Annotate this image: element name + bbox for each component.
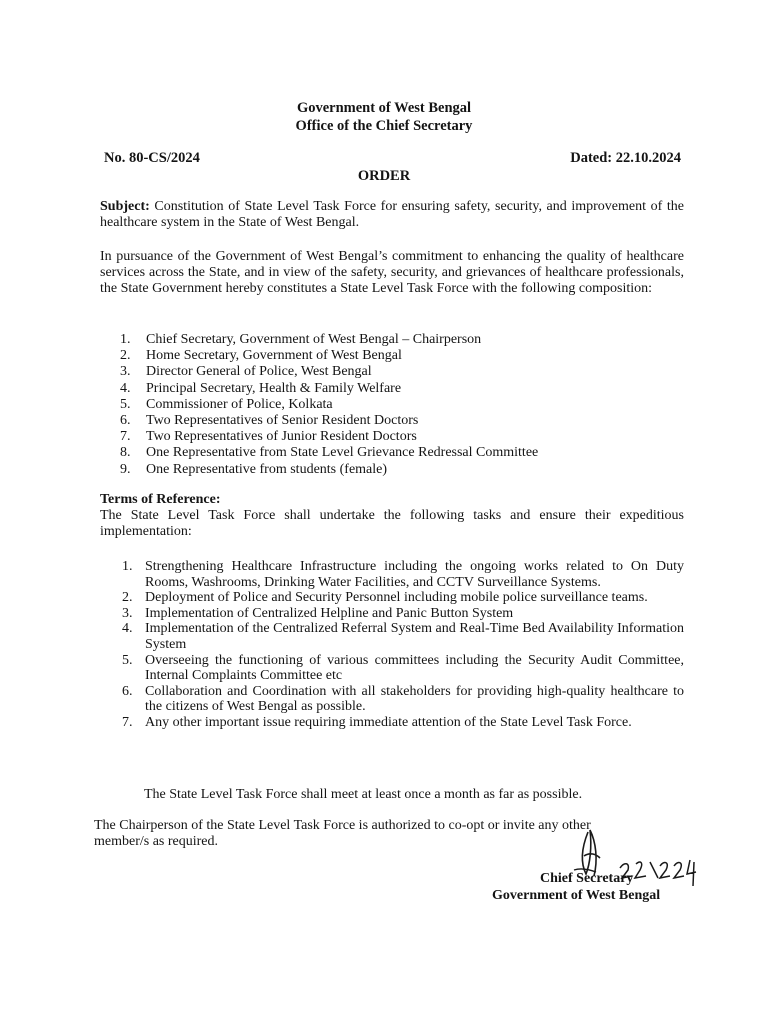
order-date: Dated: 22.10.2024 [570,150,681,166]
item-number: 5. [120,396,131,412]
item-text: One Representative from students (female) [146,461,388,477]
task-item [100,653,684,684]
signatory-org: Government of West Bengal [492,888,661,903]
item-text: Overseeing the functioning of various committees including the Security Audit Committee, Internal Complaints Committee etc [145,652,684,684]
item-number: 5. [122,652,133,668]
terms-task-list [100,559,684,731]
item-text: Director General of Police, West Bengal [146,364,372,380]
item-text: Two Representatives of Junior Resident Doctors [146,429,417,445]
item-text: Chief Secretary, Government of West Bengal – Chairperson [146,332,482,347]
item-number: 8. [120,445,131,461]
composition-item [100,397,700,413]
task-item [100,715,684,731]
item-number: 1. [122,559,133,574]
coopt-line-2: member/s as required. [94,834,219,849]
task-item [100,559,684,590]
composition-item [100,413,700,429]
task-item [100,621,684,652]
item-text: Home Secretary, Government of West Bengal [146,348,402,364]
subject-text: Constitution of State Level Task Force for ensuring safety, security, and improvement of the healthcare system in the State of West Bengal. [100,199,684,230]
item-number: 6. [122,683,133,699]
item-number: 2. [122,590,133,606]
item-text: Deployment of Police and Security Personnel including mobile police surveillance teams. [145,590,648,606]
composition-item [100,462,700,478]
intro-paragraph: In pursuance of the Government of West Bengal’s commitment to enhancing the quality of healthcare services across the State, and in view of the safety, security, and grievances of healthcare professionals, the State Government hereby constitutes a State Level Task Force with the following composition: [100,249,684,296]
item-text: Principal Secretary, Health & Family Welfare [146,380,402,396]
order-number: No. 80-CS/2024 [104,150,200,166]
item-text: Implementation of Centralized Helpline and Panic Button System [145,605,514,621]
task-item [100,590,684,606]
item-number: 1. [120,332,131,347]
item-number: 2. [120,348,131,364]
item-number: 3. [120,364,131,380]
composition-item [100,429,700,445]
item-text: Strengthening Healthcare Infrastructure including the ongoing works related to On Duty Rooms, Washrooms, Drinking Water Facilities, and CCTV Surveillance Systems. [145,559,684,590]
item-number: 4. [122,621,133,637]
item-text: Implementation of the Centralized Referral System and Real-Time Bed Availability Information System [145,621,684,652]
item-text: Any other important issue requiring immediate attention of the State Level Task Force. [145,714,632,730]
coopt-line-1: The Chairperson of the State Level Task Force is authorized to co-opt or invite any other [94,818,591,833]
signatory-title: Chief Secretary [540,871,634,886]
subject-label: Subject: [100,199,150,214]
item-number: 7. [122,714,133,730]
order-title: ORDER [357,168,411,184]
terms-heading: Terms of Reference: [100,492,221,507]
item-number: 3. [122,605,133,621]
composition-list [100,332,700,478]
item-number: 9. [120,461,131,477]
item-text: Commissioner of Police, Kolkata [146,396,333,412]
composition-item [100,381,700,397]
item-text: Collaboration and Coordination with all stakeholders for providing high-quality healthcare to the citizens of West Bengal as possible. [145,683,684,715]
meeting-note: The State Level Task Force shall meet at least once a month as far as possible. [144,787,583,802]
composition-item [100,445,700,461]
task-item [100,606,684,622]
terms-intro: The State Level Task Force shall undertake the following tasks and ensure their expeditious implementation: [100,508,684,539]
composition-item [100,364,700,380]
composition-item [100,332,700,348]
header-office: Office of the Chief Secretary [295,118,473,134]
task-item [100,684,684,715]
composition-item [100,348,700,364]
header-government: Government of West Bengal [296,100,472,116]
item-text: One Representative from State Level Grievance Redressal Committee [146,445,539,461]
item-number: 6. [120,412,131,428]
subject-paragraph [100,199,684,231]
item-number: 7. [120,429,131,445]
item-text: Two Representatives of Senior Resident Doctors [146,412,419,428]
item-number: 4. [120,380,131,396]
